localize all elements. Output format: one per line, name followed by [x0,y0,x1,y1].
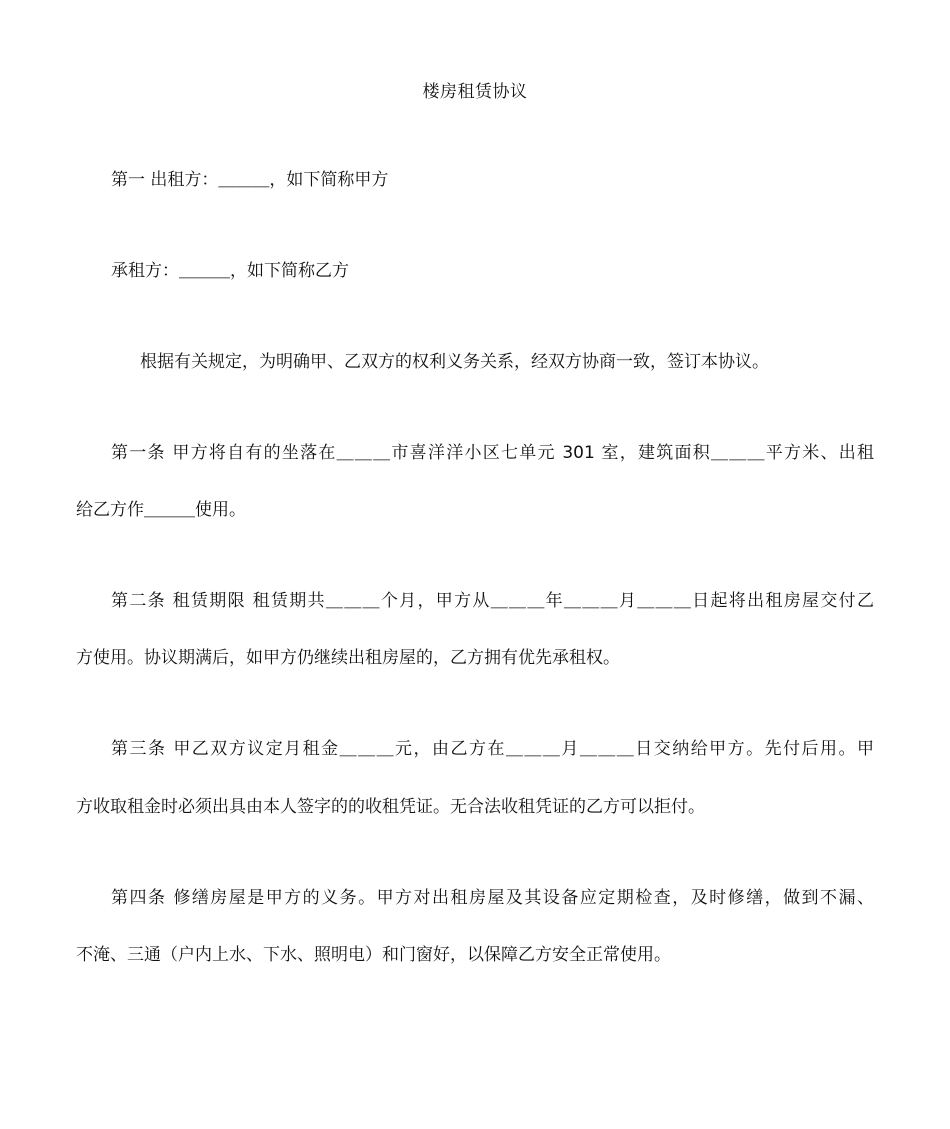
article-3-line-2: 方收取租金时必须出具由本人签字的的收租凭证。无合法收租凭证的乙方可以拒付。 [76,797,705,817]
lessee-line: 承租方：＿＿＿，如下简称乙方 [111,261,349,281]
article-1-line-2: 给乙方作＿＿＿使用。 [76,500,246,520]
article-4-line-1: 第四条 修缮房屋是甲方的义务。甲方对出租房屋及其设备应定期检查，及时修缮，做到不漏、 [111,888,874,908]
article-2-line-1: 第二条 租赁期限 租赁期共＿＿＿个月，甲方从＿＿＿年＿＿＿月＿＿＿日起将出租房屋交付乙 [111,591,874,611]
lessor-line: 第一 出租方：＿＿＿，如下简称甲方 [111,170,389,190]
document-title: 楼房租赁协议 [422,82,528,102]
article-2-line-2: 方使用。协议期满后，如甲方仍继续出租房屋的，乙方拥有优先承租权。 [76,648,620,668]
article-4-line-2: 不淹、三通（户内上水、下水、照明电）和门窗好，以保障乙方安全正常使用。 [76,945,671,965]
article-3-line-1: 第三条 甲乙双方议定月租金＿＿＿元，由乙方在＿＿＿月＿＿＿日交纳给甲方。先付后用。甲 [111,739,874,759]
preamble-line: 根据有关规定，为明确甲、乙双方的权利义务关系，经双方协商一致，签订本协议。 [140,352,769,372]
article-1-line-1: 第一条 甲方将自有的坐落在＿＿＿市喜洋洋小区七单元 301 室，建筑面积＿＿＿平方米、出租 [111,443,874,463]
